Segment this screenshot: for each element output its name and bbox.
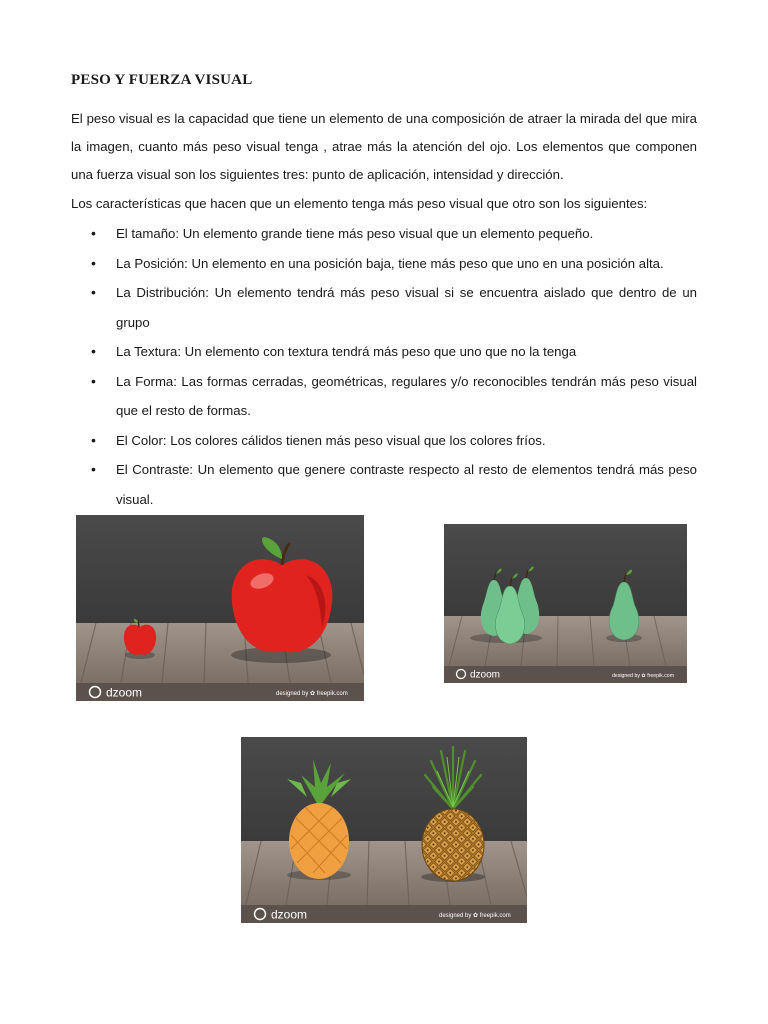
watermark-credit: designed by ✿ freepik.com bbox=[439, 913, 511, 919]
intro-paragraph: El peso visual es la capacidad que tiene un elemento de una composición de atraer la mirada del que mira la imagen, cuanto más peso visual tenga , atrae más la atención del ojo. Los elementos que componen una fuerza visual son los siguientes tres: punto de aplicación, intensidad y dirección. bbox=[71, 111, 697, 182]
characteristics-list bbox=[71, 219, 697, 514]
document-title: PESO Y FUERZA VISUAL bbox=[71, 72, 253, 88]
list-item: • El Color: Los colores cálidos tienen más peso visual que los colores fríos. bbox=[71, 426, 697, 456]
list-item: • La Textura: Un elemento con textura tendrá más peso que uno que no la tenga bbox=[71, 337, 697, 367]
watermark-credit: designed by ✿ freepik.com bbox=[276, 691, 348, 697]
watermark-brand: dzoom bbox=[470, 669, 501, 681]
apples-size-image bbox=[76, 515, 364, 701]
list-item: • La Forma: Las formas cerradas, geométricas, regulares y/o reconocibles tendrán más peso visual que el resto de formas. bbox=[71, 367, 697, 426]
lead-paragraph: Los características que hacen que un elemento tenga más peso visual que otro son los siguientes: bbox=[71, 196, 648, 211]
list-item: • La Distribución: Un elemento tendrá más peso visual si se encuentra aislado que dentro de un grupo bbox=[71, 278, 697, 337]
pineapples-texture-image bbox=[241, 737, 527, 923]
list-item: • El Contraste: Un elemento que genere contraste respecto al resto de elementos tendrá más peso visual. bbox=[71, 455, 697, 514]
pears-distribution-image bbox=[444, 524, 687, 683]
watermark-brand: dzoom bbox=[106, 685, 143, 700]
list-item: • La Posición: Un elemento en una posición baja, tiene más peso que uno en una posición alta. bbox=[71, 249, 697, 279]
list-item: • El tamaño: Un elemento grande tiene más peso visual que un elemento pequeño. bbox=[71, 219, 697, 249]
watermark-brand: dzoom bbox=[271, 907, 308, 922]
watermark-credit: designed by ✿ freepik.com bbox=[612, 673, 675, 679]
